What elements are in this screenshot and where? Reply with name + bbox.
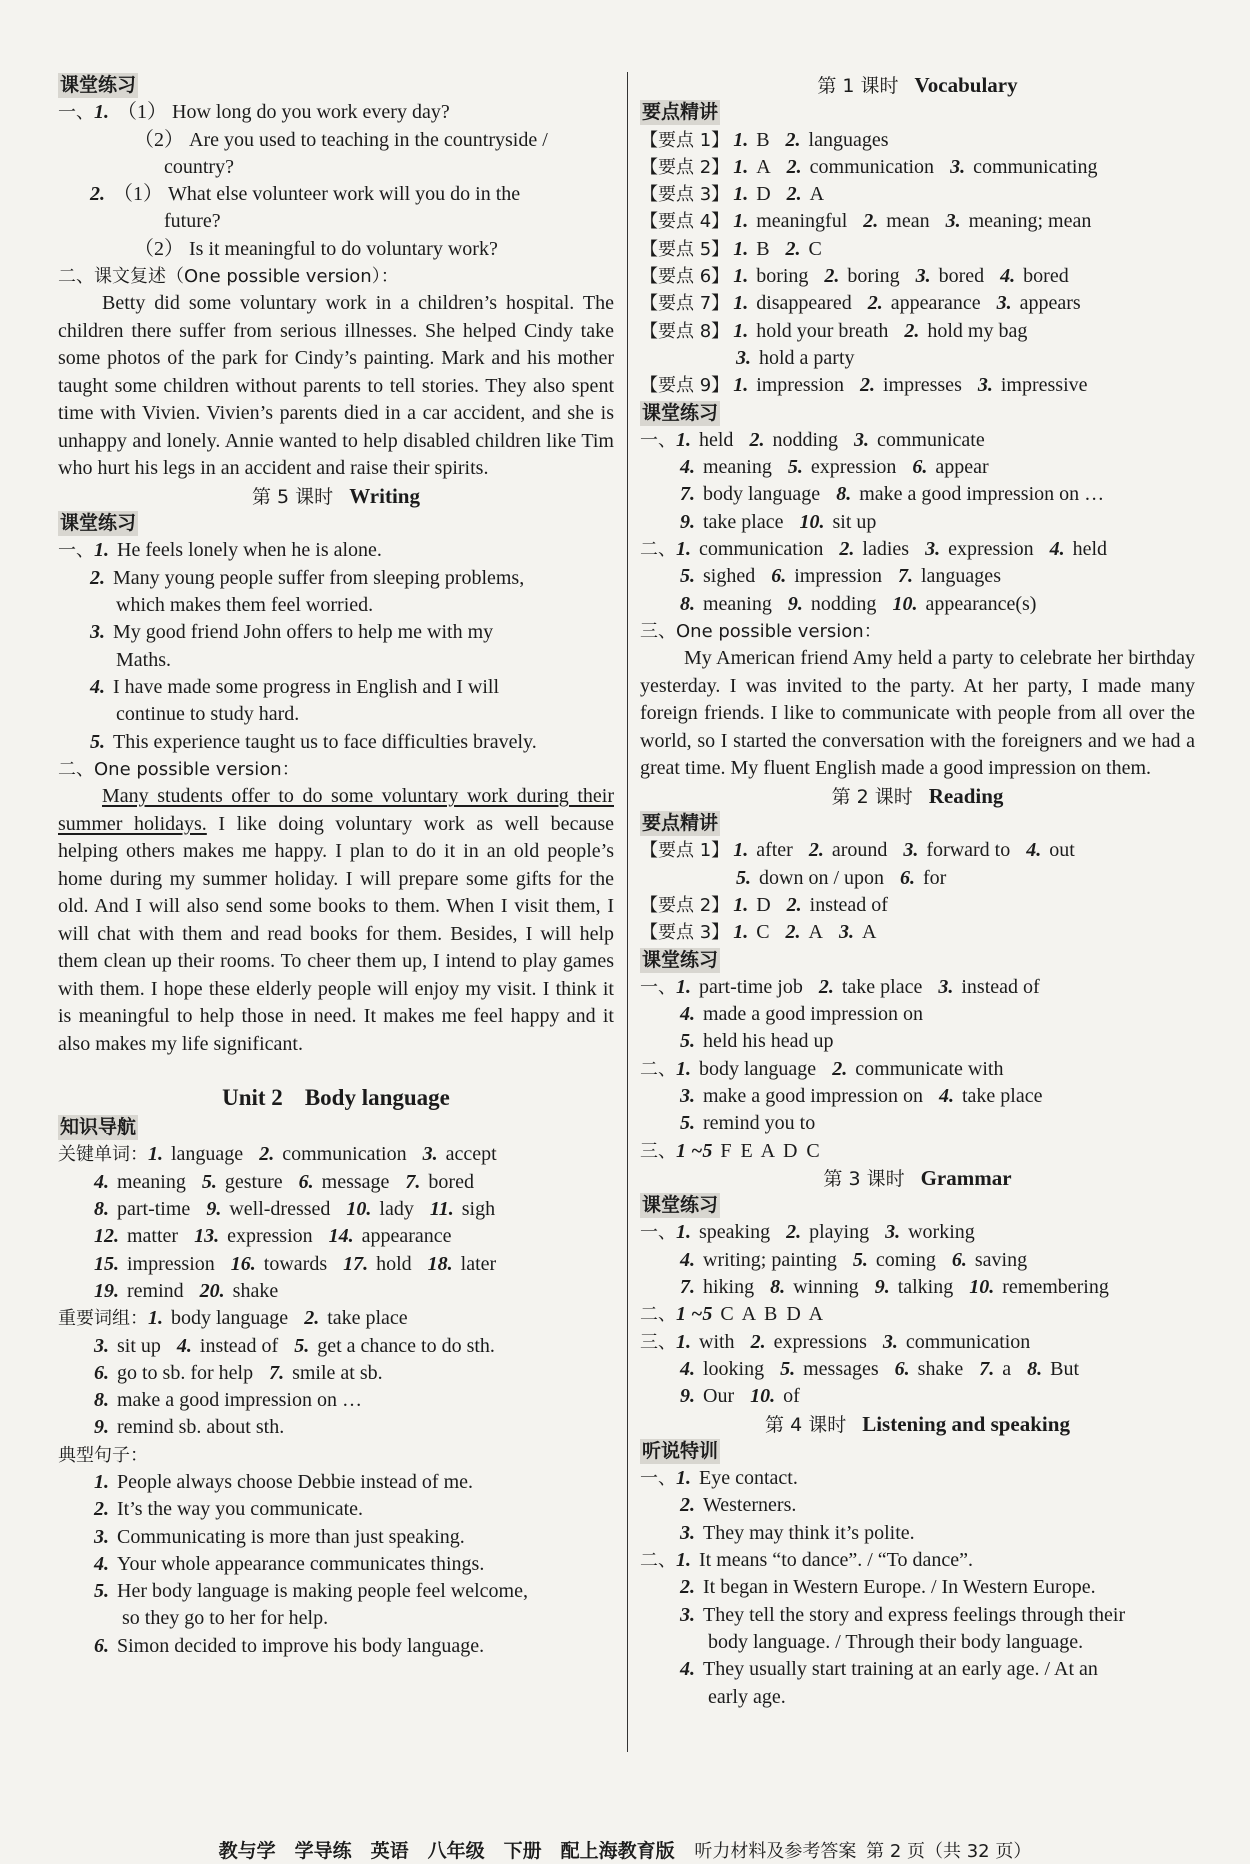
answer-line: 二、1. It means “to dance”. / “To dance”. — [640, 1549, 974, 1572]
answer-line: 9. Our 10. of — [680, 1385, 800, 1408]
lesson-title: 第 4 课时 Listening and speaking — [765, 1411, 1070, 1436]
answer-line: body language. / Through their body language. — [708, 1630, 1084, 1653]
answer-line: 3. They may think it’s polite. — [680, 1521, 915, 1544]
answer-line: 4. I have made some progress in English and I will — [90, 675, 500, 698]
answer-line: 5. This experience taught us to face difficulties bravely. — [90, 730, 537, 753]
answer-line: 三、1. with 2. expressions 3. communication — [640, 1330, 1031, 1353]
answer-line: future? — [164, 210, 221, 233]
sentence-line: 5. Her body language is making people feel welcome, — [94, 1580, 528, 1603]
sentence-heading: 典型句子： — [58, 1444, 148, 1466]
section-heading: 知识导航 — [60, 1116, 137, 1139]
unit-title: Unit 2 Body language — [222, 1085, 450, 1111]
keypoint-line: 【要点 2】 1. A 2. communication 3. communicating — [640, 155, 1098, 178]
answer-line: continue to study hard. — [116, 703, 300, 726]
sentence-line: 3. Communicating is more than just speaking. — [94, 1525, 465, 1548]
answer-line: 2. Many young people suffer from sleeping problems, — [90, 566, 525, 589]
keypoint-line: 【要点 5】 1. B 2. C — [640, 237, 822, 260]
answer-line: Maths. — [116, 648, 171, 671]
version-paragraph: My American friend Amy held a party to celebrate her birthday yesterday. I was invited to the party. At her party, I made many foreign friends. I like to communicate with people from all over the world, so I started the conversation with the foreigners and we had a great time. My fluent English made a good impression on them. — [640, 647, 1195, 780]
answer-line: 5. remind you to — [680, 1112, 816, 1135]
phrase-line: 6. go to sb. for help 7. smile at sb. — [94, 1361, 383, 1384]
right-column — [640, 72, 1195, 1711]
essay-paragraph: Many students offer to do some voluntary work during their summer holidays. I like doing voluntary work as well because helping others makes me happy. I plan to do it in an old people’s home during my summer holiday. I will prepare some gifts for the old. And I will also send some books to them. When I visit them, I will chat with them and read books for them. Besides, I will help them clean up their rooms. To cheer them up, I intend to play games with them. I hope these elderly people will enjoy my visit. I think it is meaningful to help those in need. It makes me feel happy and it also makes my life significant. — [58, 785, 614, 1055]
sentence-line: 2. It’s the way you communicate. — [94, 1498, 364, 1521]
keypoint-line: 3. hold a party — [736, 346, 855, 369]
keypoint-line: 【要点 4】 1. meaningful 2. mean 3. meaning; mean — [640, 210, 1092, 233]
answer-line: 5. sighed 6. impression 7. languages — [680, 565, 1001, 588]
lesson-title: 第 2 课时 Reading — [831, 783, 1004, 808]
keypoint-line: 【要点 2】 1. D 2. instead of — [640, 893, 888, 916]
answer-line: 4. writing; painting 5. coming 6. saving — [680, 1248, 1028, 1271]
version-heading: 三、One possible version： — [640, 620, 882, 642]
lesson-title: 第 1 课时 Vocabulary — [817, 73, 1018, 97]
phrase-line: 8. make a good impression on … — [94, 1389, 362, 1412]
keypoint-line: 【要点 3】 1. C 2. A 3. A — [640, 921, 877, 944]
answer-line: which makes them feel worried. — [116, 594, 374, 617]
phrase-line: 9. remind sb. about sth. — [94, 1416, 285, 1439]
sentence-line: so they go to her for help. — [122, 1607, 329, 1630]
keypoint-line: 【要点 8】 1. hold your breath 2. hold my bag — [640, 319, 1028, 342]
keypoint-line: 【要点 9】 1. impression 2. impresses 3. impressive — [640, 374, 1088, 397]
answer-line: 4. made a good impression on — [680, 1003, 923, 1026]
answer-line: （2） Is it meaningful to do voluntary work? — [134, 237, 498, 260]
answer-line: country? — [164, 155, 234, 178]
footer-brand: 教与学 学导练 英语 八年级 下册 配上海教育版 — [218, 1840, 675, 1862]
section-heading: 课堂练习 — [642, 948, 719, 971]
section-heading: 课堂练习 — [642, 401, 719, 424]
answer-line: 2. Westerners. — [680, 1494, 797, 1517]
answer-line: 一、1. Eye contact. — [640, 1467, 798, 1490]
answer-line: （2） Are you used to teaching in the countryside / — [134, 128, 548, 151]
answer-line: 9. take place 10. sit up — [680, 510, 877, 533]
keypoint-line: 【要点 3】 1. D 2. A — [640, 183, 825, 206]
answer-line: 7. body language 8. make a good impression on … — [680, 483, 1105, 506]
keyword-line: 4. meaning 5. gesture 6. message 7. bored — [94, 1170, 474, 1193]
answer-line: 三、1 ~5 F E A D C — [640, 1139, 822, 1162]
left-column — [58, 72, 614, 1660]
keypoint-line: 【要点 7】 1. disappeared 2. appearance 3. appears — [640, 292, 1081, 315]
answer-line: 8. meaning 9. nodding 10. appearance(s) — [680, 592, 1037, 615]
essay-heading: 二、One possible version： — [58, 758, 300, 780]
column-divider — [627, 72, 628, 1752]
lesson-title: 第 3 课时 Grammar — [823, 1165, 1012, 1190]
answer-line: 二、1 ~5 C A B D A — [640, 1303, 826, 1326]
answer-line: 2. It began in Western Europe. / In Western Europe. — [680, 1576, 1096, 1599]
keypoint-line: 【要点 6】 1. boring 2. boring 3. bored 4. bored — [640, 265, 1069, 288]
keypoint-line: 5. down on / upon 6. for — [736, 866, 947, 889]
answer-line: 4. They usually start training at an early age. / At an — [680, 1658, 1098, 1681]
answer-line: 7. hiking 8. winning 9. talking 10. remembering — [680, 1276, 1109, 1299]
answer-line: 一、1. He feels lonely when he is alone. — [58, 539, 382, 562]
answer-line: 2. （1） What else volunteer work will you do in the — [90, 183, 521, 206]
answer-line: 4. meaning 5. expression 6. appear — [680, 456, 989, 479]
answer-line: 一、1. held 2. nodding 3. communicate — [640, 428, 985, 451]
section-heading: 课堂练习 — [60, 512, 137, 535]
section-heading: 要点精讲 — [642, 101, 719, 124]
keyword-line: 15. impression 16. towards 17. hold 18. later — [94, 1252, 497, 1275]
section-heading: 课堂练习 — [642, 1194, 719, 1217]
footer-page: 第 2 页（共 32 页） — [866, 1841, 1032, 1862]
section-heading: 听说特训 — [642, 1439, 719, 1462]
answer-line: 3. make a good impression on 4. take place — [680, 1085, 1043, 1107]
answer-line: 一、1. part-time job 2. take place 3. instead of — [640, 975, 1040, 998]
sentence-line: 1. People always choose Debbie instead of me. — [94, 1471, 474, 1493]
answer-line: 二、1. body language 2. communicate with — [640, 1057, 1004, 1080]
answer-line: 一、1. speaking 2. playing 3. working — [640, 1221, 975, 1244]
keyword-line: 12. matter 13. expression 14. appearance — [94, 1225, 452, 1248]
answer-line: 一、1. （1） How long do you work every day? — [58, 101, 450, 124]
sentence-line: 4. Your whole appearance communicates things. — [94, 1552, 485, 1575]
retell-heading: 二、课文复述（One possible version）： — [58, 266, 399, 288]
sentence-line: 6. Simon decided to improve his body language. — [94, 1634, 485, 1657]
lesson-title: 第 5 课时 Writing — [252, 483, 420, 508]
answer-line: early age. — [708, 1685, 786, 1708]
keyword-line: 8. part-time 9. well-dressed 10. lady 11. sigh — [94, 1198, 496, 1221]
answer-line: 3. They tell the story and express feelings through their — [680, 1603, 1126, 1626]
answer-line: 5. held his head up — [680, 1030, 834, 1053]
keypoint-line: 【要点 1】 1. B 2. languages — [640, 128, 889, 151]
phrase-line: 3. sit up 4. instead of 5. get a chance to do sth. — [94, 1334, 495, 1357]
retell-paragraph: Betty did some voluntary work in a children’s hospital. The children there suffer from serious illnesses. She helped Cindy take some photos of the park for Cindy’s painting. Mark and his mother taught some children without parents to tell stories. They also spent time with Vivien. Vivien’s parents died in a car accident, and she is unhappy and lonely. Annie wanted to help disabled children like Tim who hurt his legs in an accident and raise their spirits. — [58, 292, 614, 480]
answer-line: 二、1. communication 2. ladies 3. expression 4. held — [640, 538, 1108, 561]
section-heading: 课堂练习 — [60, 74, 137, 96]
keyword-line: 19. remind 20. shake — [94, 1279, 279, 1302]
keyword-line: 关键单词：1. language 2. communication 3. accept — [58, 1143, 497, 1166]
footer-desc: 听力材料及参考答案 — [694, 1841, 857, 1862]
keypoint-line: 【要点 1】 1. after 2. around 3. forward to 4. out — [640, 839, 1075, 862]
answer-line: 4. looking 5. messages 6. shake 7. a 8. But — [680, 1357, 1080, 1380]
section-heading: 要点精讲 — [642, 812, 719, 835]
phrase-line: 重要词组：1. body language 2. take place — [58, 1307, 408, 1330]
page-footer — [0, 1836, 1250, 1863]
answer-line: 3. My good friend John offers to help me with my — [90, 621, 494, 644]
